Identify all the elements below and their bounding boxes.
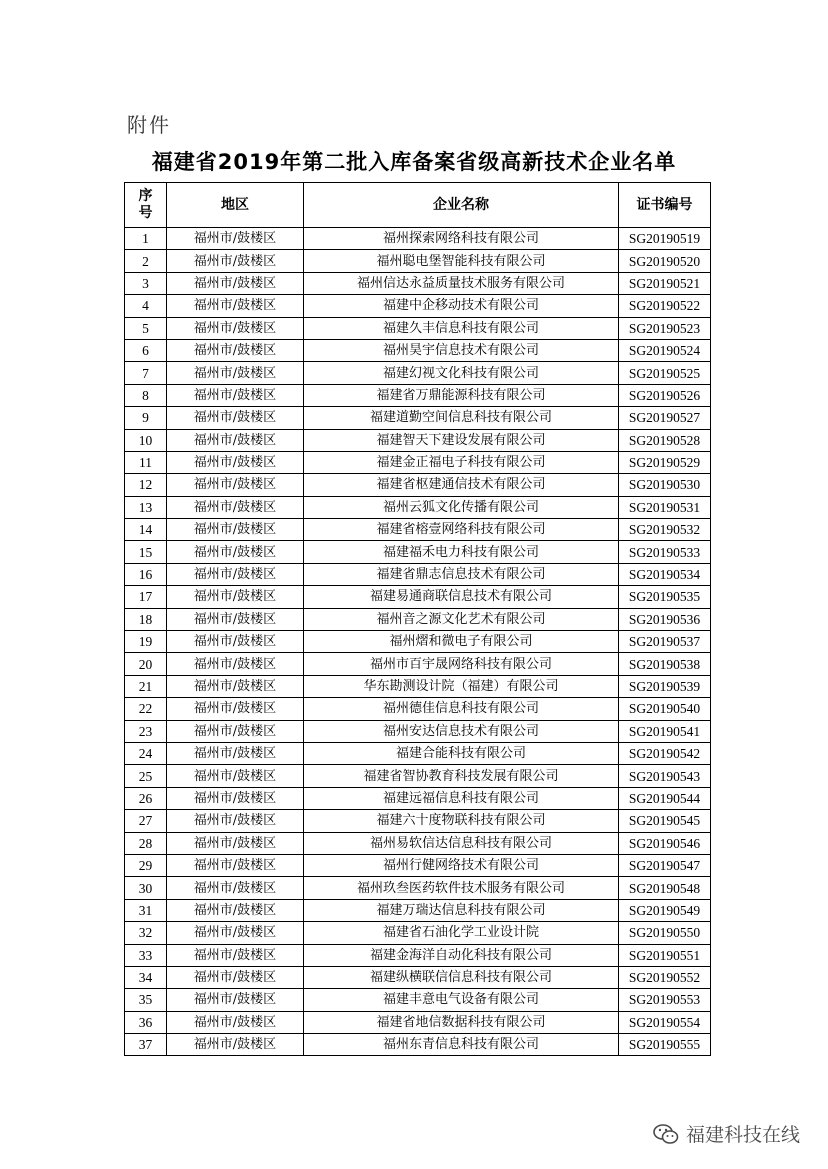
cell-company-name: 华东勘测设计院（福建）有限公司: [304, 675, 619, 697]
cell-number: 5: [125, 317, 167, 339]
cell-number: 15: [125, 541, 167, 563]
cell-company-name: 福建丰意电气设备有限公司: [304, 989, 619, 1011]
cell-region: 福州市/鼓楼区: [167, 317, 304, 339]
cell-number: 29: [125, 854, 167, 876]
cell-company-name: 福州德佳信息科技有限公司: [304, 698, 619, 720]
table-row: [125, 899, 711, 921]
cell-cert-number: SG20190540: [619, 698, 711, 720]
table-row: [125, 854, 711, 876]
cell-number: 19: [125, 631, 167, 653]
cell-region: 福州市/鼓楼区: [167, 653, 304, 675]
cell-region: 福州市/鼓楼区: [167, 720, 304, 742]
table-row: [125, 250, 711, 272]
cell-cert-number: SG20190534: [619, 563, 711, 585]
table-row: [125, 228, 711, 250]
cell-company-name: 福建合能科技有限公司: [304, 742, 619, 764]
cell-region: 福州市/鼓楼区: [167, 474, 304, 496]
cell-cert-number: SG20190543: [619, 765, 711, 787]
header-region: 地区: [167, 183, 304, 228]
document-title: 福建省2019年第二批入库备案省级高新技术企业名单: [151, 150, 677, 174]
cell-region: 福州市/鼓楼区: [167, 563, 304, 585]
cell-number: 26: [125, 787, 167, 809]
cell-region: 福州市/鼓楼区: [167, 608, 304, 630]
cell-cert-number: SG20190553: [619, 989, 711, 1011]
table-row: [125, 407, 711, 429]
cell-number: 28: [125, 832, 167, 854]
cell-cert-number: SG20190548: [619, 877, 711, 899]
cell-company-name: 福建省智协教育科技发展有限公司: [304, 765, 619, 787]
cell-cert-number: SG20190539: [619, 675, 711, 697]
cell-region: 福州市/鼓楼区: [167, 429, 304, 451]
table-row: [125, 272, 711, 294]
table-row: [125, 742, 711, 764]
company-table: [124, 182, 711, 1056]
cell-cert-number: SG20190547: [619, 854, 711, 876]
table-row: [125, 362, 711, 384]
table-row: [125, 519, 711, 541]
cell-number: 1: [125, 228, 167, 250]
cell-region: 福州市/鼓楼区: [167, 586, 304, 608]
cell-company-name: 福建幻视文化科技有限公司: [304, 362, 619, 384]
table-row: [125, 675, 711, 697]
cell-number: 24: [125, 742, 167, 764]
cell-cert-number: SG20190521: [619, 272, 711, 294]
cell-cert-number: SG20190531: [619, 496, 711, 518]
cell-region: 福州市/鼓楼区: [167, 496, 304, 518]
cell-cert-number: SG20190535: [619, 586, 711, 608]
cell-cert-number: SG20190532: [619, 519, 711, 541]
cell-cert-number: SG20190520: [619, 250, 711, 272]
cell-number: 4: [125, 295, 167, 317]
cell-cert-number: SG20190541: [619, 720, 711, 742]
cell-region: 福州市/鼓楼区: [167, 966, 304, 988]
table-row: [125, 631, 711, 653]
cell-number: 30: [125, 877, 167, 899]
cell-number: 18: [125, 608, 167, 630]
cell-region: 福州市/鼓楼区: [167, 877, 304, 899]
cell-company-name: 福建中企移动技术有限公司: [304, 295, 619, 317]
cell-cert-number: SG20190546: [619, 832, 711, 854]
table-row: [125, 810, 711, 832]
cell-cert-number: SG20190526: [619, 384, 711, 406]
cell-company-name: 福州云狐文化传播有限公司: [304, 496, 619, 518]
cell-region: 福州市/鼓楼区: [167, 989, 304, 1011]
cell-company-name: 福州聪电堡智能科技有限公司: [304, 250, 619, 272]
cell-region: 福州市/鼓楼区: [167, 698, 304, 720]
cell-cert-number: SG20190554: [619, 1011, 711, 1033]
table-row: [125, 541, 711, 563]
table-row: [125, 429, 711, 451]
cell-cert-number: SG20190530: [619, 474, 711, 496]
cell-number: 20: [125, 653, 167, 675]
cell-number: 36: [125, 1011, 167, 1033]
cell-company-name: 福建省地信数据科技有限公司: [304, 1011, 619, 1033]
cell-region: 福州市/鼓楼区: [167, 922, 304, 944]
cell-region: 福州市/鼓楼区: [167, 362, 304, 384]
cell-cert-number: SG20190524: [619, 339, 711, 361]
cell-region: 福州市/鼓楼区: [167, 675, 304, 697]
cell-number: 25: [125, 765, 167, 787]
table-row: [125, 496, 711, 518]
cell-cert-number: SG20190552: [619, 966, 711, 988]
cell-cert-number: SG20190542: [619, 742, 711, 764]
cell-number: 37: [125, 1034, 167, 1056]
cell-company-name: 福州安达信息技术有限公司: [304, 720, 619, 742]
cell-company-name: 福建易通商联信息技术有限公司: [304, 586, 619, 608]
cell-company-name: 福建万瑞达信息科技有限公司: [304, 899, 619, 921]
cell-company-name: 福建省枢建通信技术有限公司: [304, 474, 619, 496]
cell-region: 福州市/鼓楼区: [167, 541, 304, 563]
cell-number: 9: [125, 407, 167, 429]
cell-region: 福州市/鼓楼区: [167, 451, 304, 473]
table-row: [125, 1011, 711, 1033]
cell-cert-number: SG20190522: [619, 295, 711, 317]
cell-number: 23: [125, 720, 167, 742]
attachment-label: 附件: [127, 113, 171, 137]
cell-number: 16: [125, 563, 167, 585]
table-row: [125, 922, 711, 944]
cell-region: 福州市/鼓楼区: [167, 810, 304, 832]
table-row: [125, 608, 711, 630]
table-row: [125, 563, 711, 585]
cell-company-name: 福建纵横联信信息科技有限公司: [304, 966, 619, 988]
cell-cert-number: SG20190528: [619, 429, 711, 451]
cell-cert-number: SG20190529: [619, 451, 711, 473]
cell-cert-number: SG20190555: [619, 1034, 711, 1056]
cell-region: 福州市/鼓楼区: [167, 272, 304, 294]
cell-region: 福州市/鼓楼区: [167, 787, 304, 809]
cell-number: 10: [125, 429, 167, 451]
cell-number: 31: [125, 899, 167, 921]
cell-number: 22: [125, 698, 167, 720]
table-row: [125, 474, 711, 496]
table-row: [125, 698, 711, 720]
cell-region: 福州市/鼓楼区: [167, 519, 304, 541]
table-row: [125, 653, 711, 675]
cell-cert-number: SG20190527: [619, 407, 711, 429]
cell-number: 6: [125, 339, 167, 361]
cell-region: 福州市/鼓楼区: [167, 944, 304, 966]
cell-company-name: 福建道勤空间信息科技有限公司: [304, 407, 619, 429]
cell-company-name: 福建六十度物联科技有限公司: [304, 810, 619, 832]
table-row: [125, 720, 711, 742]
cell-company-name: 福建金海洋自动化科技有限公司: [304, 944, 619, 966]
table-row: [125, 317, 711, 339]
cell-region: 福州市/鼓楼区: [167, 228, 304, 250]
cell-region: 福州市/鼓楼区: [167, 1034, 304, 1056]
cell-region: 福州市/鼓楼区: [167, 765, 304, 787]
table-row: [125, 966, 711, 988]
cell-company-name: 福州市百宇晟网络科技有限公司: [304, 653, 619, 675]
cell-number: 13: [125, 496, 167, 518]
table-header-row: [125, 183, 711, 228]
cell-number: 35: [125, 989, 167, 1011]
cell-region: 福州市/鼓楼区: [167, 339, 304, 361]
table-row: [125, 339, 711, 361]
cell-number: 14: [125, 519, 167, 541]
cell-company-name: 福建省鼎志信息技术有限公司: [304, 563, 619, 585]
cell-number: 33: [125, 944, 167, 966]
header-seq: [125, 183, 167, 228]
table-row: [125, 1034, 711, 1056]
cell-cert-number: SG20190537: [619, 631, 711, 653]
table-row: [125, 944, 711, 966]
cell-region: 福州市/鼓楼区: [167, 384, 304, 406]
cell-cert-number: SG20190523: [619, 317, 711, 339]
cell-cert-number: SG20190551: [619, 944, 711, 966]
cell-number: 12: [125, 474, 167, 496]
cell-company-name: 福建省石油化学工业设计院: [304, 922, 619, 944]
cell-number: 34: [125, 966, 167, 988]
cell-region: 福州市/鼓楼区: [167, 832, 304, 854]
cell-cert-number: SG20190525: [619, 362, 711, 384]
cell-company-name: 福州昊宇信息技术有限公司: [304, 339, 619, 361]
cell-company-name: 福州音之源文化艺术有限公司: [304, 608, 619, 630]
cell-company-name: 福州信达永益质量技术服务有限公司: [304, 272, 619, 294]
cell-company-name: 福建久丰信息科技有限公司: [304, 317, 619, 339]
cell-company-name: 福州易软信达信息科技有限公司: [304, 832, 619, 854]
watermark: [652, 1120, 800, 1147]
cell-number: 8: [125, 384, 167, 406]
header-company: 企业名称: [304, 183, 619, 228]
cell-company-name: 福州熠和微电子有限公司: [304, 631, 619, 653]
header-seq-line1: 序: [138, 188, 153, 204]
cell-region: 福州市/鼓楼区: [167, 407, 304, 429]
cell-company-name: 福州东青信息科技有限公司: [304, 1034, 619, 1056]
cell-number: 2: [125, 250, 167, 272]
cell-cert-number: SG20190544: [619, 787, 711, 809]
table-row: [125, 451, 711, 473]
watermark-text: 福建科技在线: [685, 1124, 800, 1146]
cell-company-name: 福建省万鼎能源科技有限公司: [304, 384, 619, 406]
table-row: [125, 765, 711, 787]
cell-company-name: 福建智天下建设发展有限公司: [304, 429, 619, 451]
cell-company-name: 福州探索网络科技有限公司: [304, 228, 619, 250]
cell-company-name: 福建金正福电子科技有限公司: [304, 451, 619, 473]
cell-number: 11: [125, 451, 167, 473]
header-cert: 证书编号: [619, 183, 711, 228]
cell-company-name: 福州行健网络技术有限公司: [304, 854, 619, 876]
cell-number: 32: [125, 922, 167, 944]
cell-region: 福州市/鼓楼区: [167, 295, 304, 317]
table-row: [125, 832, 711, 854]
cell-number: 17: [125, 586, 167, 608]
cell-region: 福州市/鼓楼区: [167, 854, 304, 876]
cell-region: 福州市/鼓楼区: [167, 250, 304, 272]
cell-cert-number: SG20190536: [619, 608, 711, 630]
cell-number: 27: [125, 810, 167, 832]
cell-company-name: 福建远福信息科技有限公司: [304, 787, 619, 809]
cell-cert-number: SG20190545: [619, 810, 711, 832]
table-row: [125, 586, 711, 608]
table-row: [125, 384, 711, 406]
table-row: [125, 295, 711, 317]
cell-region: 福州市/鼓楼区: [167, 1011, 304, 1033]
table-row: [125, 989, 711, 1011]
cell-cert-number: SG20190538: [619, 653, 711, 675]
cell-region: 福州市/鼓楼区: [167, 631, 304, 653]
wechat-icon: [652, 1123, 680, 1145]
cell-number: 3: [125, 272, 167, 294]
cell-cert-number: SG20190519: [619, 228, 711, 250]
table-row: [125, 787, 711, 809]
header-seq-line2: 号: [138, 205, 153, 221]
cell-company-name: 福建福禾电力科技有限公司: [304, 541, 619, 563]
cell-region: 福州市/鼓楼区: [167, 742, 304, 764]
cell-region: 福州市/鼓楼区: [167, 899, 304, 921]
cell-number: 7: [125, 362, 167, 384]
cell-cert-number: SG20190550: [619, 922, 711, 944]
cell-number: 21: [125, 675, 167, 697]
cell-company-name: 福建省榕壹网络科技有限公司: [304, 519, 619, 541]
cell-company-name: 福州玖叁医药软件技术服务有限公司: [304, 877, 619, 899]
cell-cert-number: SG20190549: [619, 899, 711, 921]
cell-cert-number: SG20190533: [619, 541, 711, 563]
table-row: [125, 877, 711, 899]
